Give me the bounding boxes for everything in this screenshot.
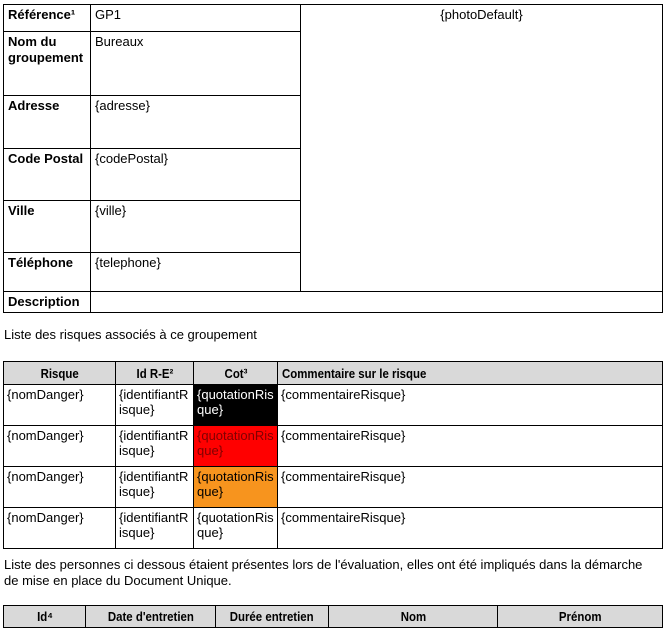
header-label: Id R-E² (136, 365, 173, 381)
risk-name-cell: {nomDanger} (4, 385, 116, 426)
reference-value-cell: GP1 (91, 5, 301, 32)
risk-cot-cell: {quotationRisque} (194, 426, 278, 467)
risk-id-cell: {identifiantRisque} (116, 508, 194, 549)
info-table (3, 4, 663, 313)
risk-comment-cell: {commentaireRisque} (278, 385, 663, 426)
person-id-column-header (4, 606, 86, 628)
interview-duration-column-header (216, 606, 329, 628)
address-label-cell: Adresse (4, 96, 91, 149)
header-label: Date d'entretien (107, 609, 194, 624)
risk-comment-cell: {commentaireRisque} (278, 508, 663, 549)
persons-section-intro: Liste des personnes ci dessous étaient présentes lors de l'évaluation, elles ont été impliqués dans la démarche de mise en place du Document Unique. (4, 557, 643, 588)
risk-comment-column-header (278, 362, 663, 385)
risk-name-cell: {nomDanger} (4, 426, 116, 467)
risk-id-column-header (116, 362, 194, 385)
risk-cot-cell: {quotationRisque} (194, 385, 278, 426)
risk-id-cell: {identifiantRisque} (116, 467, 194, 508)
risk-row (4, 385, 663, 426)
address-value-cell: {adresse} (91, 96, 301, 149)
reference-label-cell: Référence¹ (4, 5, 91, 32)
city-value-cell: {ville} (91, 201, 301, 253)
risk-name-cell: {nomDanger} (4, 508, 116, 549)
first-name-column-header (498, 606, 663, 628)
group-name-value-cell: Bureaux (91, 32, 301, 96)
risk-column-header (4, 362, 116, 385)
postal-code-value-cell: {codePostal} (91, 149, 301, 201)
persons-table (3, 605, 663, 628)
persons-header-row (4, 606, 663, 628)
risk-comment-cell: {commentaireRisque} (278, 467, 663, 508)
header-label: Id⁴ (36, 609, 53, 624)
header-label: Cot³ (224, 365, 247, 381)
postal-code-label-cell: Code Postal (4, 149, 91, 201)
photo-placeholder-cell (301, 5, 663, 292)
table-row (4, 5, 663, 32)
group-name-label-cell: Nom du groupement (4, 32, 91, 96)
header-label: Prénom (558, 609, 602, 624)
photo-placeholder-text: {photoDefault} (440, 7, 523, 22)
phone-label-cell: Téléphone (4, 253, 91, 292)
risks-section-intro: Liste des risques associés à ce groupement (4, 327, 257, 342)
risk-row (4, 508, 663, 549)
risk-name-cell: {nomDanger} (4, 467, 116, 508)
city-label-cell: Ville (4, 201, 91, 253)
header-label: Durée entretien (230, 609, 314, 624)
risk-cot-cell: {quotationRisque} (194, 508, 278, 549)
risk-row (4, 467, 663, 508)
description-value-cell (91, 292, 663, 313)
header-label: Risque (40, 365, 79, 381)
risk-cot-column-header (194, 362, 278, 385)
table-row (4, 292, 663, 313)
phone-value-cell: {telephone} (91, 253, 301, 292)
header-label: Commentaire sur le risque (282, 365, 427, 381)
risk-id-cell: {identifiantRisque} (116, 426, 194, 467)
risk-row (4, 426, 663, 467)
risk-comment-cell: {commentaireRisque} (278, 426, 663, 467)
risks-header-row (4, 362, 663, 385)
risk-cot-cell: {quotationRisque} (194, 467, 278, 508)
risk-id-cell: {identifiantRisque} (116, 385, 194, 426)
last-name-column-header (329, 606, 498, 628)
description-label-cell: Description (4, 292, 91, 313)
header-label: Nom (400, 609, 426, 624)
interview-date-column-header (86, 606, 216, 628)
risks-table (3, 361, 663, 549)
